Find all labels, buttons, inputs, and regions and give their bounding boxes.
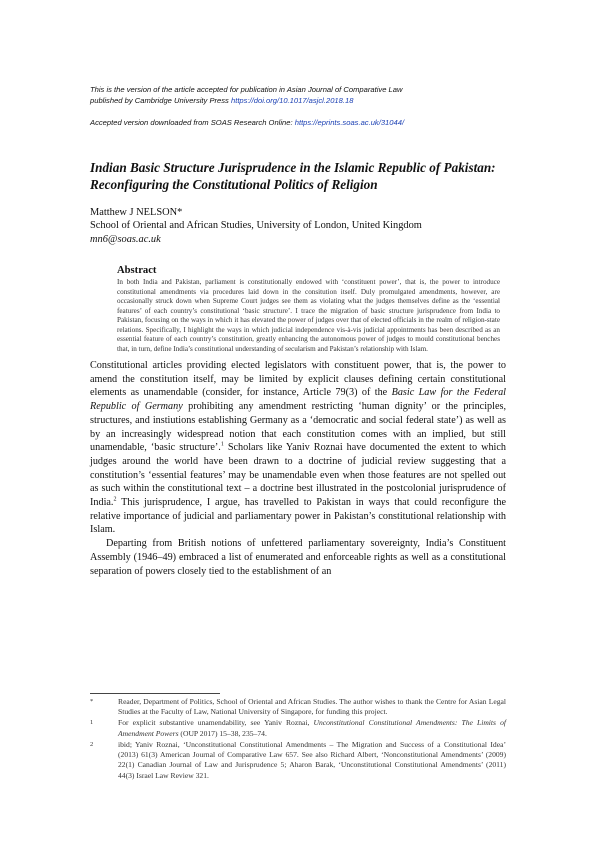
notice-line-1 — [90, 84, 510, 106]
body-paragraph-1 — [90, 359, 506, 537]
eprint-link[interactable]: https://eprints.soas.ac.uk/31044/ — [294, 118, 405, 128]
footnote — [90, 697, 506, 718]
notice-publisher-text: published by Cambridge University Press — [90, 96, 229, 106]
abstract — [117, 264, 500, 354]
footnote-text-pre: For explicit substantive unamendability, see Yaniv Roznai, — [118, 718, 314, 728]
notice-download-text: Accepted version downloaded from SOAS Research Online: — [90, 118, 293, 128]
doi-link[interactable]: https://doi.org/10.1017/asjcl.2018.18 — [230, 96, 354, 106]
footnote-mark: * — [90, 698, 94, 705]
abstract-text: In both India and Pakistan, parliament is constitutionally endowed with ‘constituent power’, that is, the power to introduce constitutional amendments via procedures laid down in the consitution itself. Duly promulgated amendments, however, are occasionally struck down when Supreme Court judges see them as violating what the judges themselves define as the ‘essential features’ of each country’s constitutional ‘basic structure’. I trace the migration of basic structure jurisprudence from India to Pakistan, focusing on the ways in which it has elevated the power of judges over that of elected officials in the realm of religion-state relations. Specifically, I highlight the ways in which judicial independence vis-à-vis judicial appointments has been described as an essential feature of each country’s constitution, greatly enhancing the autonomous power of judges to mould constitutional benches that, in turn, define India’s constitutional understanding of secularism and Pakistan’s relationship with Islam. — [117, 278, 500, 353]
body-paragraph-2: Departing from British notions of unfettered parliamentary sovereignty, India’s Constituent Assembly (1946–49) embraced a list of enumerated and enforceable rights as well as a constitutional separation of powers closely tied to the establishment of an — [90, 538, 506, 577]
p1-part-b: prohibiting any amendment restricting ‘human dignity’ or the principles, structures, and instiutions establishing Germany as a ‘democratic and social federal state’) as well as by an increasingly widespread notion that each constitution comes with an implied, but still unamendable, ‘basic structure’. — [90, 401, 506, 454]
p1-italic-law: Basic Law for the Federal Republic of Germany — [90, 387, 506, 413]
body-text — [90, 359, 506, 578]
publication-notice — [90, 84, 510, 129]
author-name: Matthew J NELSON* — [90, 207, 183, 218]
footnote-ref-2[interactable]: 2 — [113, 496, 117, 503]
article-title: Indian Basic Structure Jurisprudence in the Islamic Republic of Pakistan: Reconfiguring the Constitutional Politics of Religion — [90, 160, 496, 192]
author-email[interactable]: mn6@soas.ac.uk — [90, 233, 161, 245]
footnote-text: Reader, Department of Politics, School of Oriental and African Studies. The author wishes to thank the Centre for Asian Legal Studies at the Faculty of Law, National University of Singapore, for funding this project. — [118, 697, 506, 717]
footnote-book-title: Unconstitutional Constitutional Amendments: The Limits of Amendment Powers — [118, 718, 506, 738]
footnote-mark: 1 — [90, 719, 94, 727]
footnote-mark: 2 — [90, 740, 94, 748]
footnote-divider — [90, 693, 220, 694]
footnote-ref-1[interactable]: 1 — [220, 441, 224, 448]
notice-line-2 — [90, 117, 510, 128]
footnotes — [90, 697, 506, 782]
p1-part-c: Scholars like Yaniv Roznai have documented the extent to which judges around the world have been drawn to a doctrine of judicial review suggesting that a constitution’s ‘essential features’ may be unamendable even when those features are not spelled out as such within the constitutional text – a doctrine best illustrated in the postcolonial jurisprudence of India. — [90, 442, 506, 509]
footnote — [90, 740, 506, 782]
footnote-text: ibid; Yaniv Roznai, ‘Unconstitutional Constitutional Amendments – The Migration and Success of a Constitutional Idea’ (2013) 61(3) American Journal of Comparative Law 657. See also Richard Albert, ‘Nonconstitutional Amendments’ (2009) 22(1) Canadian Journal of Law and Jurisprudence 5; Aharon Barak, ‘Unconstitutional Constitutional Amendments’ (2011) 44(3) Israel Law Review 321. — [118, 739, 506, 780]
notice-journal-text: This is the version of the article accepted for publication in Asian Journal of Comparative Law — [90, 85, 403, 94]
abstract-heading: Abstract — [117, 265, 157, 276]
author-block — [90, 206, 530, 246]
p1-part-a: Constitutional articles providing elected legislators with constituent power, that is, the power to amend the constitution itself, may be limited by explicit clauses defining certain constitutional elements as unamendable (consider, for instance, Article 79(3) of the — [90, 360, 506, 399]
footnote-text-post: (OUP 2017) 15–38, 235–74. — [178, 728, 267, 738]
footnote — [90, 718, 506, 739]
p1-part-d: This jurisprudence, I argue, has travelled to Pakistan in ways that could reconfigure the relative importance of judicial and parliamentary power in Pakistan’s constitutional relationship with Islam. — [90, 497, 506, 536]
author-affiliation: School of Oriental and African Studies, University of London, United Kingdom — [90, 220, 422, 232]
